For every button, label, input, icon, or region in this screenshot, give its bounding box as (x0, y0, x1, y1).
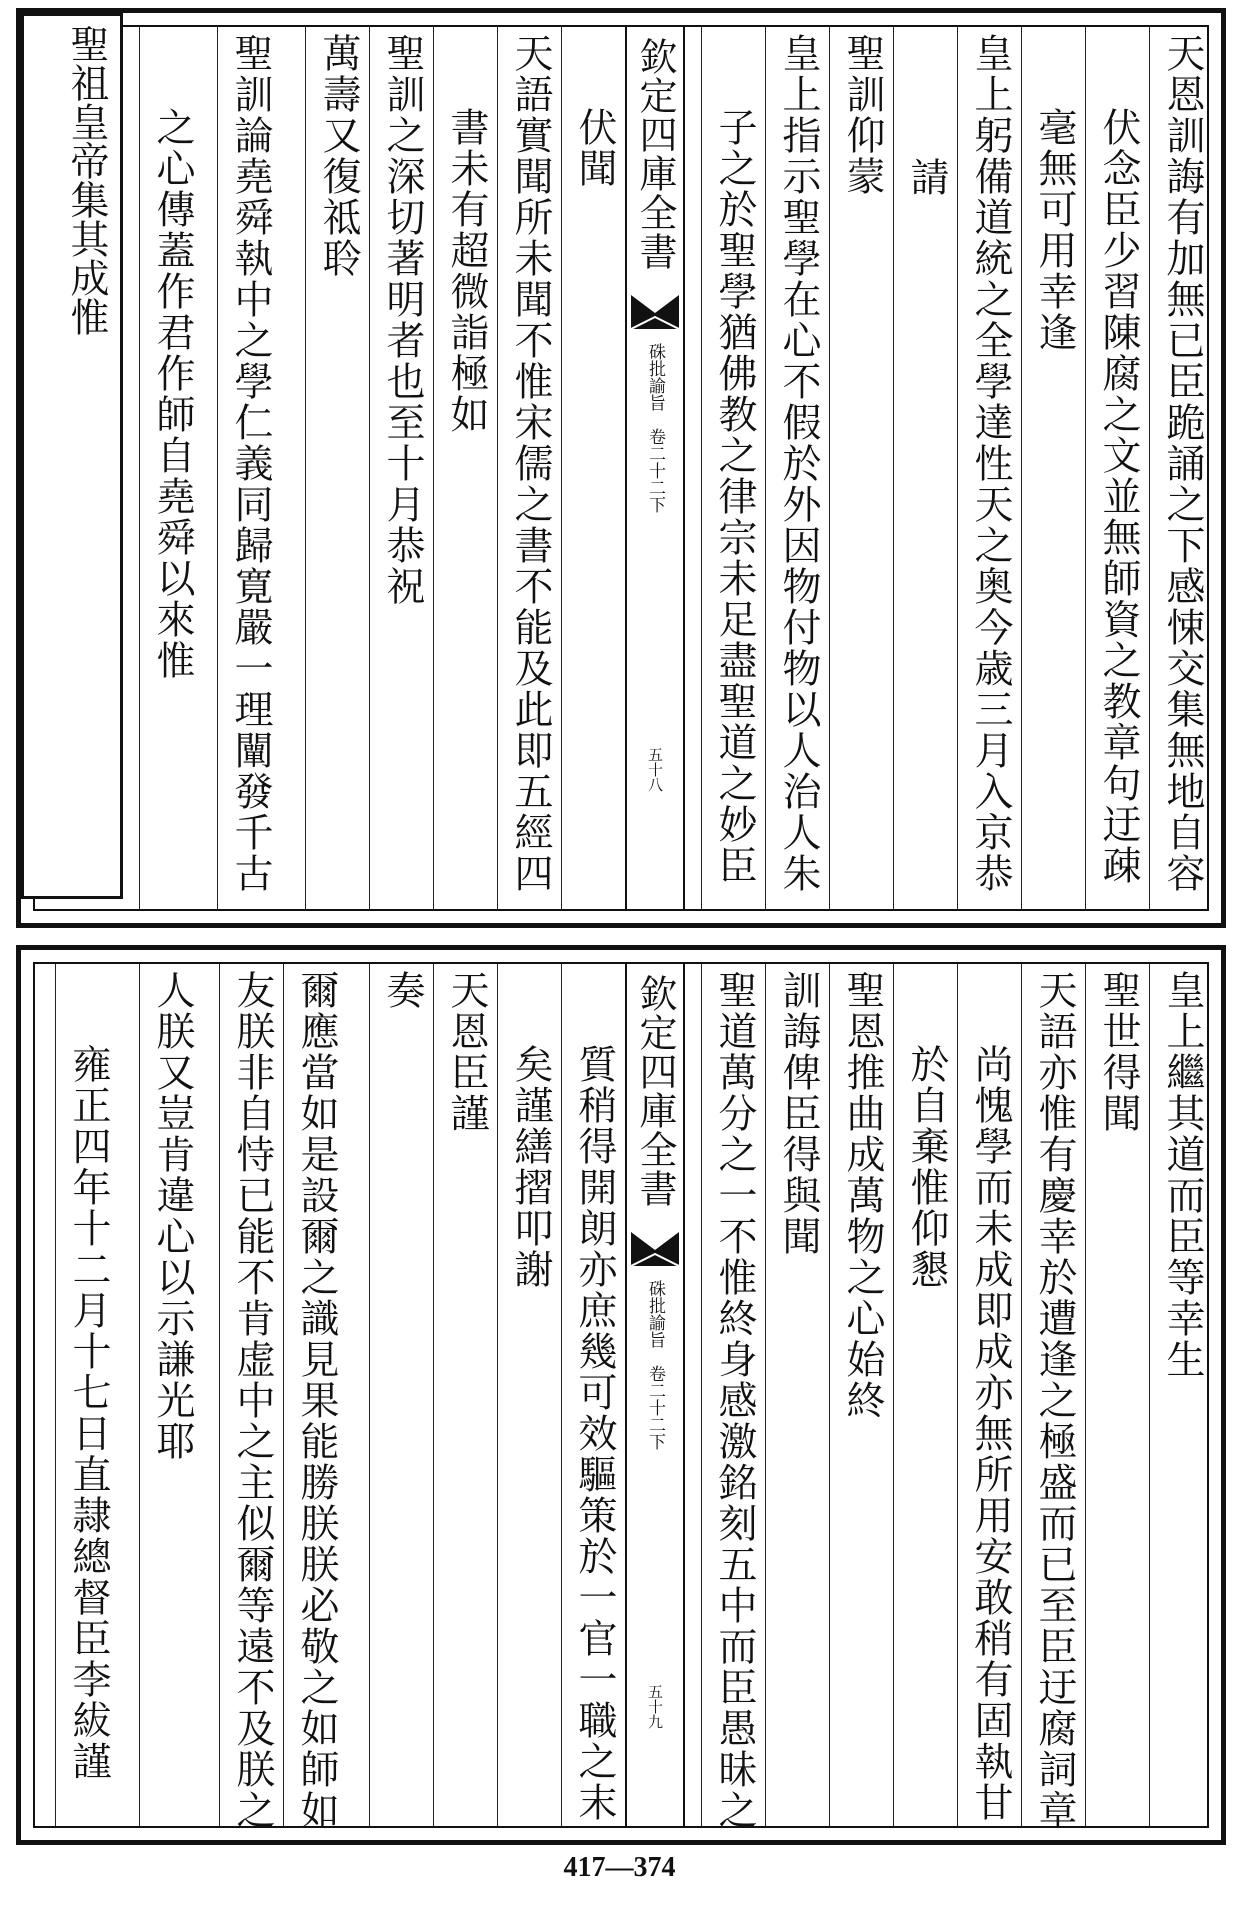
column-text: 子之於聖學猶佛教之律宗未足盡聖道之妙臣 (712, 107, 757, 886)
column-text: 於自棄惟仰懇 (904, 1044, 949, 1290)
column-text: 矣謹繕摺叩謝 (508, 1044, 553, 1290)
fishtail-mark-icon (631, 289, 679, 329)
column-text: 質稍得開朗亦庶幾可效驅策於一官一職之末 (572, 1044, 617, 1823)
column-text: 訓誨俾臣得與聞 (776, 970, 821, 1257)
raised-honorific-tab (21, 13, 123, 899)
center-gutter (625, 27, 685, 909)
center-gutter (625, 964, 685, 1826)
text-column (1149, 964, 1214, 1826)
column-text: 皇上指示聖學在心不假於外因物付物以人治人朱 (776, 33, 821, 894)
text-column (893, 27, 958, 909)
column-text: 皇上繼其道而臣等幸生 (1160, 970, 1205, 1380)
text-column (765, 964, 830, 1826)
leaf-number: 五十九 (646, 1684, 664, 1729)
text-column (497, 964, 562, 1826)
column-text: 伏念臣少習陳腐之文並無師資之教章句迂疎 (1096, 107, 1141, 886)
bottom-page-frame (16, 945, 1226, 1845)
text-column (957, 964, 1022, 1826)
column-text: 聖世得聞 (1096, 970, 1141, 1134)
text-column (701, 27, 766, 909)
page-number: 417—374 (563, 1852, 676, 1883)
column-text: 天語亦惟有慶幸於遭逢之極盛而已至臣迂腐詞章 (1032, 970, 1077, 1831)
text-column (701, 964, 766, 1831)
text-column (1085, 964, 1150, 1826)
text-column (561, 27, 626, 909)
column-text: 毫無可用幸逢 (1032, 107, 1077, 353)
bottom-page-inner-border (33, 962, 1209, 1831)
text-column (283, 964, 348, 1831)
text-column (369, 27, 434, 909)
text-column (139, 964, 204, 1826)
chapter-subtitle: 硃批諭旨 卷二十二下 (645, 1280, 665, 1450)
fishtail-mark-icon (631, 1226, 679, 1266)
text-column (829, 964, 894, 1826)
text-column (369, 964, 434, 1826)
column-text: 雍正四年十二月十七日直隷總督臣李紱謹 (66, 1044, 111, 1782)
text-column (561, 964, 626, 1826)
text-column (957, 27, 1022, 909)
column-text: 天語實聞所未聞不惟宋儒之書不能及此即五經四 (508, 33, 553, 894)
book-title: 欽定四庫全書 (633, 974, 677, 1208)
column-text: 萬壽又復祗聆 (316, 33, 361, 279)
column-text: 之心傳蓋作君作師自堯舜以來惟 (150, 107, 195, 681)
text-column (1149, 27, 1214, 909)
text-column (893, 964, 958, 1826)
text-column (765, 27, 830, 909)
text-column (305, 27, 370, 909)
column-text: 爾應當如是設爾之識見果能勝朕朕必敬之如師如 (294, 970, 339, 1831)
column-text: 尚愧學而未成即成亦無所用安敢稍有固執甘 (968, 1044, 1013, 1823)
column-text: 聖訓論堯舜執中之學仁義同歸寛嚴一理闡發千古 (228, 33, 273, 894)
column-text: 請 (904, 157, 949, 198)
text-column (1085, 27, 1150, 909)
column-text: 書未有超微詣極如 (444, 107, 489, 435)
top-page-inner-border (33, 25, 1209, 911)
top-page-frame (16, 8, 1226, 928)
column-text: 奏 (380, 970, 425, 1011)
column-text: 天恩訓誨有加無已臣跪誦之下感悚交集無地自容 (1160, 33, 1205, 894)
column-text: 聖道萬分之一不惟終身感激銘刻五中而臣愚昧之 (712, 970, 757, 1831)
column-text: 友朕非自恃已能不肯虚中之主似爾等遠不及朕之 (230, 970, 275, 1831)
chapter-subtitle: 硃批諭旨 卷二十二下 (645, 343, 665, 513)
column-text: 人朕又豈肯違心以示謙光耶 (150, 970, 195, 1462)
column-text: 伏聞 (572, 107, 617, 189)
text-column (55, 964, 120, 1826)
text-column (1021, 964, 1086, 1831)
text-column (433, 964, 498, 1826)
text-column (829, 27, 894, 909)
text-column (217, 27, 282, 909)
text-column (1021, 27, 1086, 909)
column-text: 聖恩推曲成萬物之心始終 (840, 970, 885, 1421)
text-column (433, 27, 498, 909)
column-text: 聖訓仰蒙 (840, 33, 885, 197)
book-title: 欽定四庫全書 (633, 37, 677, 271)
text-column (497, 27, 562, 909)
text-column (139, 27, 204, 909)
column-text: 天恩臣謹 (444, 970, 489, 1134)
leaf-number: 五十八 (646, 747, 664, 792)
column-text: 聖訓之深切著明者也至十月恭祝 (380, 33, 425, 607)
column-text: 皇上躬備道統之全學達性天之奥今歳三月入京恭 (968, 33, 1013, 894)
text-column (219, 964, 284, 1831)
tab-text: 聖祖皇帝集其成惟 (64, 24, 109, 336)
